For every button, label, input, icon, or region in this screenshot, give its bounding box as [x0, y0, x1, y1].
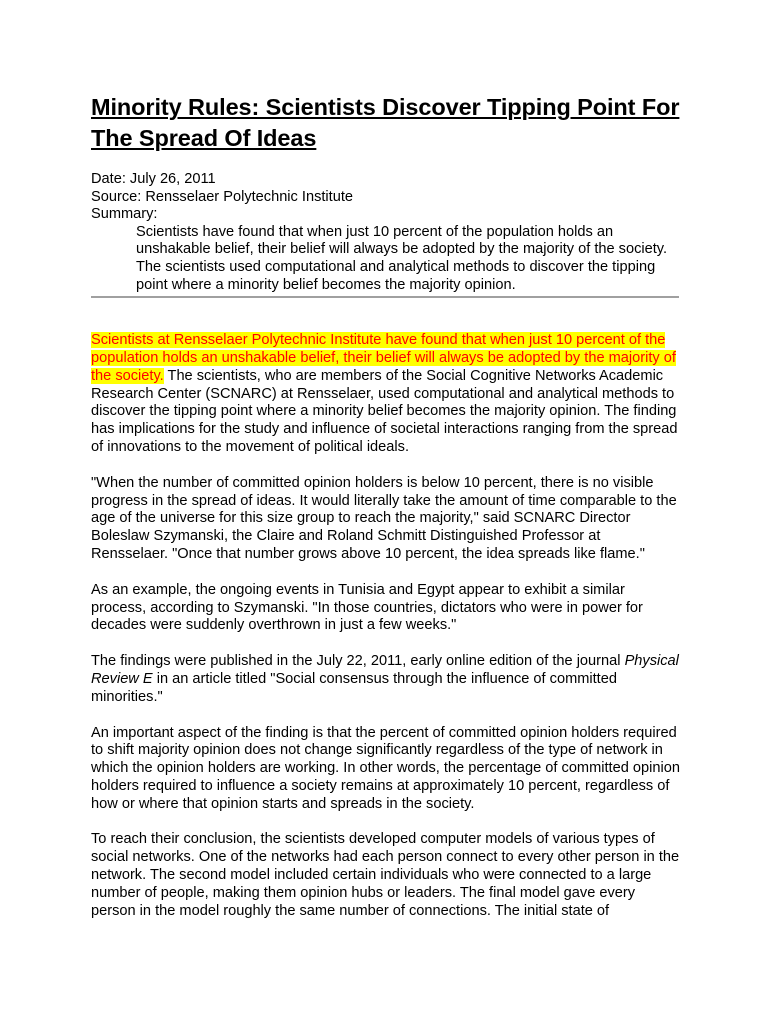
paragraph-3: As an example, the ongoing events in Tunisia and Egypt appear to exhibit a similar process, according to Szymanski. "In those countries, dictators who were in power for decades were suddenly overthrown in just a few weeks." — [91, 581, 643, 634]
article-title: Minority Rules: Scientists Discover Tipping Point For The Spread Of Ideas — [91, 94, 680, 151]
paragraph-4-before: The findings were published in the July 22, 2011, early online edition of the journal — [91, 653, 625, 670]
summary-divider — [91, 296, 679, 298]
paragraph-4-after: in an article titled "Social consensus through the influence of committed minorities." — [91, 670, 617, 705]
document-page — [91, 92, 681, 920]
journal-name: Physical Review E — [91, 653, 679, 687]
article-meta — [91, 171, 681, 224]
date-line: Date: July 26, 2011 — [91, 171, 216, 187]
paragraph-5: An important aspect of the finding is that the percent of committed opinion holders required to shift majority opinion does not change significantly regardless of the type of network in which the opinion holders are working. In other words, the percentage of committed opinion holders required to influence a society remains at approximately 10 percent, regardless of how or where that opinion starts and spreads in the society. — [91, 724, 680, 812]
source-line: Source: Rensselaer Polytechnic Institute — [91, 188, 354, 205]
paragraph-2: "When the number of committed opinion holders is below 10 percent, there is no visible progress in the spread of ideas. It would literally take the amount of time comparable to the age of the universe for this size group to reach the majority," said SCNARC Director Boleslaw Szymanski, the Claire and Roland Schmitt Distinguished Professor at Rensselaer. "Once that number grows above 10 percent, the idea spreads like flame." — [91, 474, 677, 562]
paragraph-6: To reach their conclusion, the scientists developed computer models of various types of social networks. One of the networks had each person connect to every other person in the network. The second model included certain individuals who were connected to a large number of people, making them opinion hubs or leaders. The final model gave every person in the model roughly the same number of connections. The initial state of — [91, 831, 680, 919]
paragraph-4 — [91, 653, 681, 706]
summary-label: Summary: — [91, 206, 158, 223]
paragraph-1 — [91, 332, 681, 457]
paragraph-1-rest: The scientists, who are members of the Social Cognitive Networks Academic Research Center (SCNARC) at Rensselaer, used computational and analytical methods to discover the tipping point where a minority belief becomes the majority opinion. The finding has implications for the study and influence of societal interactions ranging from the spread of innovations to the movement of political ideals. — [91, 367, 678, 455]
summary-text: Scientists have found that when just 10 percent of the population holds an unshakable belief, their belief will always be adopted by the majority of the society. The scientists used computational and analytical methods to discover the tipping point where a minority belief becomes the majority opinion. — [136, 223, 668, 293]
highlighted-text: Scientists at Rensselaer Polytechnic Institute have found that when just 10 percent of the population holds an unshakable belief, their belief will always be adopted by the majority of the society. — [91, 332, 676, 384]
